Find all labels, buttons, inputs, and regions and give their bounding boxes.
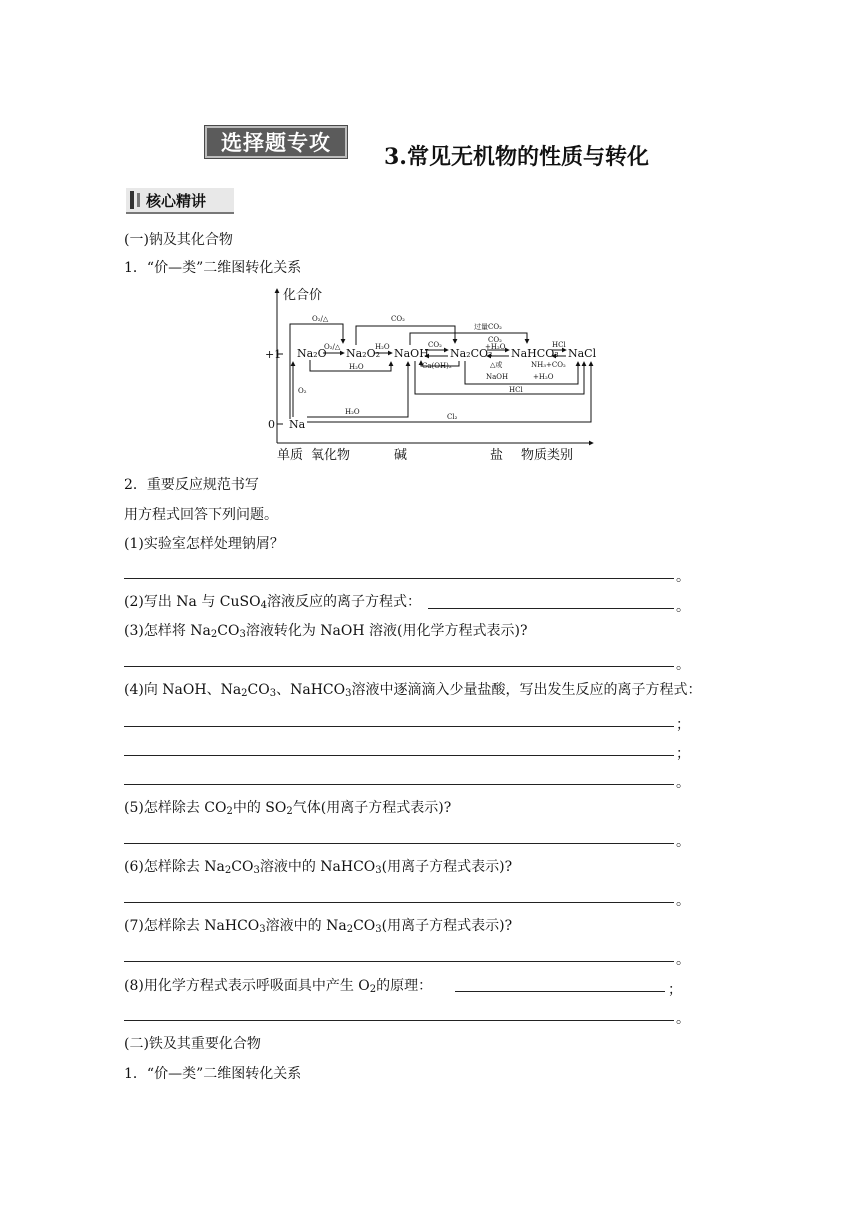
answer-line-5[interactable] (124, 843, 674, 844)
y-tick-plus1: +1 (265, 348, 282, 361)
question-7: (7)怎样除去 NaHCO$_3$溶液中的 $Na_2CO_3$(用离子方程式表示)? (124, 918, 513, 935)
page-title: 3.常见无机物的性质与转化 (384, 144, 649, 170)
species-naoh: NaOH (394, 347, 429, 360)
section-header (126, 188, 234, 214)
punct-2: 。 (676, 599, 690, 615)
x-axis-label: 物质类别 (521, 448, 574, 463)
answer-line-4c[interactable] (124, 784, 674, 785)
cond-heat-or: △或 (490, 361, 503, 369)
answer-line-4a[interactable] (124, 726, 674, 727)
cond-co2-h2o-b: +H₂O (485, 343, 506, 351)
punct-4c: 。 (676, 775, 690, 791)
question-8: (8)用化学方程式表示呼吸面具中产生 $O_2$的原理： (124, 978, 433, 995)
cond-o2-heat: O₂/△ (312, 315, 329, 323)
answer-line-8a[interactable] (455, 991, 665, 992)
answer-line-2[interactable] (428, 608, 674, 609)
punct-3: 。 (676, 657, 690, 673)
part1-item2: 2．重要反应规范书写 (124, 477, 259, 493)
valence-class-diagram (265, 283, 600, 465)
punct-8a: ； (668, 982, 682, 998)
section-marker-icon (130, 191, 134, 209)
part1-title: (一)钠及其化合物 (124, 232, 233, 248)
x-category-salt: 盐 (490, 448, 504, 463)
cond-o2: O₂ (298, 387, 307, 395)
question-6: (6)怎样除去 $Na_2CO_3$溶液中的 NaHCO$_3$(用离子方程式表示)? (124, 859, 513, 876)
species-nahco3: NaHCO₃ (511, 347, 559, 360)
question-2: (2)写出 Na 与 CuSO$_4$溶液反应的离子方程式： (124, 594, 421, 611)
cond-co2-h2o-a: CO₂ (488, 336, 502, 344)
species-na2co3: Na₂CO₃ (450, 347, 493, 360)
species-na2o: Na₂O (297, 347, 327, 360)
answer-line-3[interactable] (124, 666, 674, 667)
answer-line-6[interactable] (124, 902, 674, 903)
section-marker-icon-secondary (137, 193, 140, 207)
punct-7: 。 (676, 952, 690, 968)
answer-line-8b[interactable] (124, 1020, 674, 1021)
answer-line-1[interactable] (124, 578, 674, 579)
part1-intro: 用方程式回答下列问题。 (124, 507, 278, 523)
section-title: 核心精讲 (146, 191, 207, 210)
x-category-oxide: 氧化物 (311, 448, 351, 463)
species-nacl: NaCl (568, 347, 597, 360)
part2-title: (二)铁及其重要化合物 (124, 1036, 261, 1052)
cond-o2-heat-2: O₂/△ (324, 343, 341, 351)
answer-line-4b[interactable] (124, 755, 674, 756)
cond-plus-h2o: +H₂O (533, 373, 554, 381)
cond-naoh: NaOH (486, 373, 509, 381)
punct-1: 。 (676, 569, 690, 585)
part2-item1: 1．“价—类”二维图转化关系 (124, 1066, 302, 1082)
y-tick-zero: 0 (268, 418, 275, 431)
species-na: Na (289, 418, 306, 431)
cond-hcl-2: HCl (509, 386, 523, 394)
x-category-elemental: 单质 (277, 448, 304, 463)
punct-8b: 。 (676, 1011, 690, 1027)
cond-h2o-1: H₂O (375, 343, 390, 351)
question-3: (3)怎样将 $Na_2CO_3$溶液转化为 NaOH 溶液(用化学方程式表示)? (124, 623, 528, 640)
topic-badge: 选择题专攻 (205, 126, 347, 158)
x-category-base: 碱 (394, 448, 408, 463)
species-na2o2: Na₂O₂ (346, 347, 381, 360)
part1-item1: 1．“价—类”二维图转化关系 (124, 260, 302, 276)
cond-caoh2: Ca(OH)₂ (422, 362, 452, 370)
punct-4b: ； (676, 746, 690, 762)
question-4: (4)向 NaOH、$Na_2CO_3$、NaHCO$_3$溶液中逐滴滴入少量盐酸，写出发生反应的离子方程式： (124, 682, 702, 699)
y-axis-label: 化合价 (283, 288, 323, 303)
cond-hcl-1: HCl (552, 341, 566, 349)
punct-6: 。 (676, 893, 690, 909)
cond-h2o-2: H₂O (349, 363, 364, 371)
cond-co2-top: CO₂ (391, 315, 405, 323)
answer-line-7[interactable] (124, 961, 674, 962)
cond-co2-mid: CO₂ (428, 341, 442, 349)
cond-nh3-co2: NH₃+CO₂ (531, 361, 566, 369)
question-5: (5)怎样除去 $CO_2$中的 $SO_2$气体(用离子方程式表示)? (124, 800, 452, 817)
cond-cl2: Cl₂ (447, 413, 458, 421)
cond-h2o-3: H₂O (345, 408, 360, 416)
punct-5: 。 (676, 834, 690, 850)
question-1: (1)实验室怎样处理钠屑？ (124, 536, 284, 552)
punct-4a: ； (676, 717, 690, 733)
cond-excess-co2: 过量CO₂ (474, 323, 502, 331)
